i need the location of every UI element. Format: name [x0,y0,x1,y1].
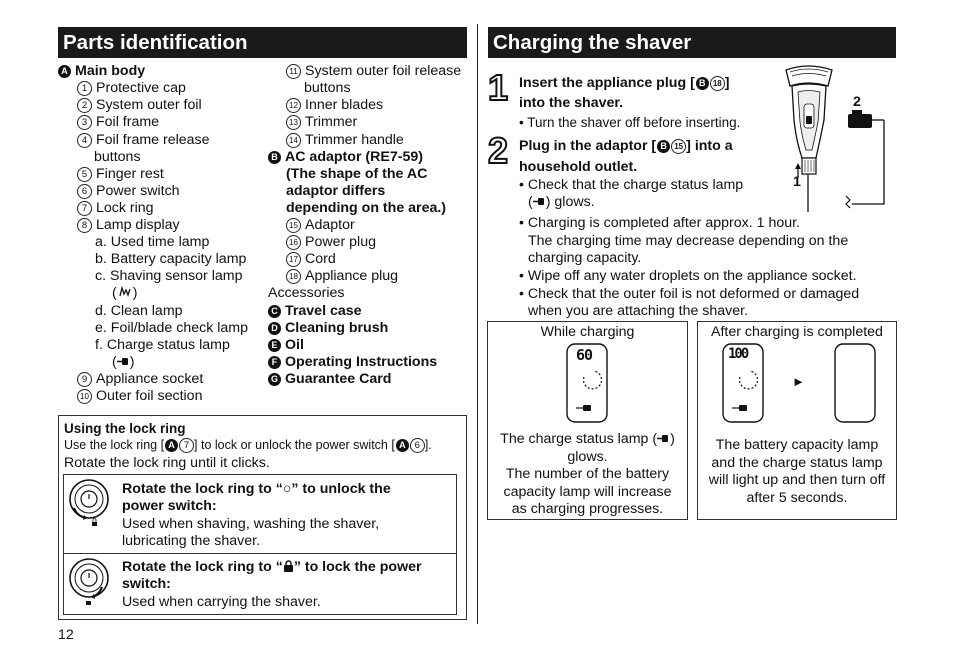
display-readout-60: 60 [576,346,593,364]
part-item: 7 Lock ring [77,200,154,217]
main-body-heading: A Main body [58,63,145,80]
part-item: 13 Trimmer [286,114,357,131]
accessory-item: C Travel case [268,303,362,320]
step2-bullet-cont: when you are attaching the shaver. [528,303,749,319]
step2-instruction: Plug in the adaptor [ B 15 ] into a [519,138,733,154]
part-item: 9 Appliance socket [77,371,203,388]
unlock-instruction: Rotate the lock ring to “○” to unlock the [122,481,391,497]
while-charging-desc: The charge status lamp ( ) [500,431,675,447]
part-item: 8 Lamp display [77,217,180,234]
step1-instruction: Insert the appliance plug [ B 18 ] [519,75,730,91]
while-charging-desc: capacity lamp will increase [503,484,672,500]
part-item: 14 Trimmer handle [286,132,404,149]
ac-adaptor-heading: B AC adaptor (RE7-59) [268,149,423,166]
step2-bullet: • Charging is completed after approx. 1 hour. [519,215,800,231]
step2-bullet-cont: The charging time may decrease depending on the [528,233,849,249]
step-number-2: 2 [488,130,509,171]
while-charging-title: While charging [540,324,635,340]
lamp-item: d. Clean lamp [95,303,183,319]
figure-label-2: 2 [853,94,861,110]
step-number-1: 1 [488,67,509,108]
after-charging-desc: The battery capacity lamp [715,437,879,453]
lock-ring-title: Using the lock ring [64,421,186,436]
part-item: 17 Cord [286,251,336,268]
after-charging-desc: after 5 seconds. [746,490,848,506]
while-charging-desc: glows. [567,449,608,465]
part-item: 6 Power switch [77,183,180,200]
charge-plug-icon: ( ) [112,354,135,370]
display-panel-off [834,343,876,423]
figure-label-1: 1 [793,174,801,190]
unlock-usage: lubricating the shaver. [122,533,261,549]
part-item: 3 Foil frame [77,114,159,131]
display-readout-100: 100 [728,346,748,362]
while-charging-desc: The number of the battery [505,466,670,482]
lamp-item: c. Shaving sensor lamp [95,268,243,284]
lock-instruction: Rotate the lock ring to “ ” to lock the power [122,559,422,575]
part-item: 5 Finger rest [77,166,164,183]
step1-instruction-cont: into the shaver. [519,95,624,111]
after-charging-desc: will light up and then turn off [708,472,886,488]
lock-instruction-cont: switch: [122,576,171,592]
accessory-item: G Guarantee Card [268,371,391,388]
part-item: 4 Foil frame release [77,132,210,149]
padlock-icon [283,560,294,572]
part-item: 11 System outer foil release [286,63,461,80]
badge-b: B [268,151,281,164]
ac-adaptor-note: depending on the area.) [286,200,447,216]
part-item: 1 Protective cap [77,80,186,97]
lamp-item: e. Foil/blade check lamp [95,320,248,336]
step2-instruction-cont: household outlet. [519,159,638,175]
part-item: 15 Adaptor [286,217,355,234]
part-item: 16 Power plug [286,234,376,251]
ac-adaptor-note: adaptor differs [286,183,386,199]
section-title: Charging the shaver [493,31,692,54]
accessory-item: D Cleaning brush [268,320,388,337]
part-item: 2 System outer foil [77,97,202,114]
unlock-instruction-cont: power switch: [122,498,217,514]
page-number: 12 [58,627,74,643]
lock-usage: Used when carrying the shaver. [122,594,321,610]
shaving-sensor-icon: ( ) [112,285,138,301]
accessory-item: F Operating Instructions [268,354,437,371]
ac-adaptor-note: (The shape of the AC [286,166,428,182]
column-divider [477,24,478,624]
lamp-item: f. Charge status lamp [95,337,230,353]
charging-header [488,27,896,58]
while-charging-desc: as charging progresses. [511,501,664,517]
section-title: Parts identification [63,31,248,54]
step2-bullet: • Check that the outer foil is not deformed or damaged [519,286,860,302]
after-charging-title: After charging is completed [711,324,883,340]
step2-bullet: • Wipe off any water droplets on the appliance socket. [519,268,857,284]
part-item: 12 Inner blades [286,97,383,114]
part-item-continued: buttons [94,149,141,165]
lamp-item: b. Battery capacity lamp [95,251,247,267]
part-item: 18 Appliance plug [286,268,398,285]
arrow-icon: ► [792,374,805,389]
accessories-label: Accessories [268,285,345,301]
after-charging-desc: and the charge status lamp [711,455,883,471]
accessory-item: E Oil [268,337,304,354]
unlock-usage: Used when shaving, washing the shaver, [122,516,380,532]
shaver-charging-illustration [780,62,896,214]
step2-bullet: • Check that the charge status lamp [519,177,744,193]
badge-a: A [58,65,71,78]
step2-bullet-cont: ( ) glows. [528,194,595,210]
lamp-item: a. Used time lamp [95,234,210,250]
part-item-continued: buttons [304,80,351,96]
step2-bullet-cont: charging capacity. [528,250,642,266]
lock-dial-icon [68,557,112,607]
step1-bullet: • Turn the shaver off before inserting. [519,115,741,130]
lock-ring-instruction: Use the lock ring [ A 7 ] to lock or unlock the power switch [ A 6 ]. [64,438,432,452]
lock-ring-rotate-text: Rotate the lock ring until it clicks. [64,455,270,471]
part-item: 10 Outer foil section [77,388,202,405]
parts-identification-header [58,27,467,58]
unlock-dial-icon [68,478,112,528]
